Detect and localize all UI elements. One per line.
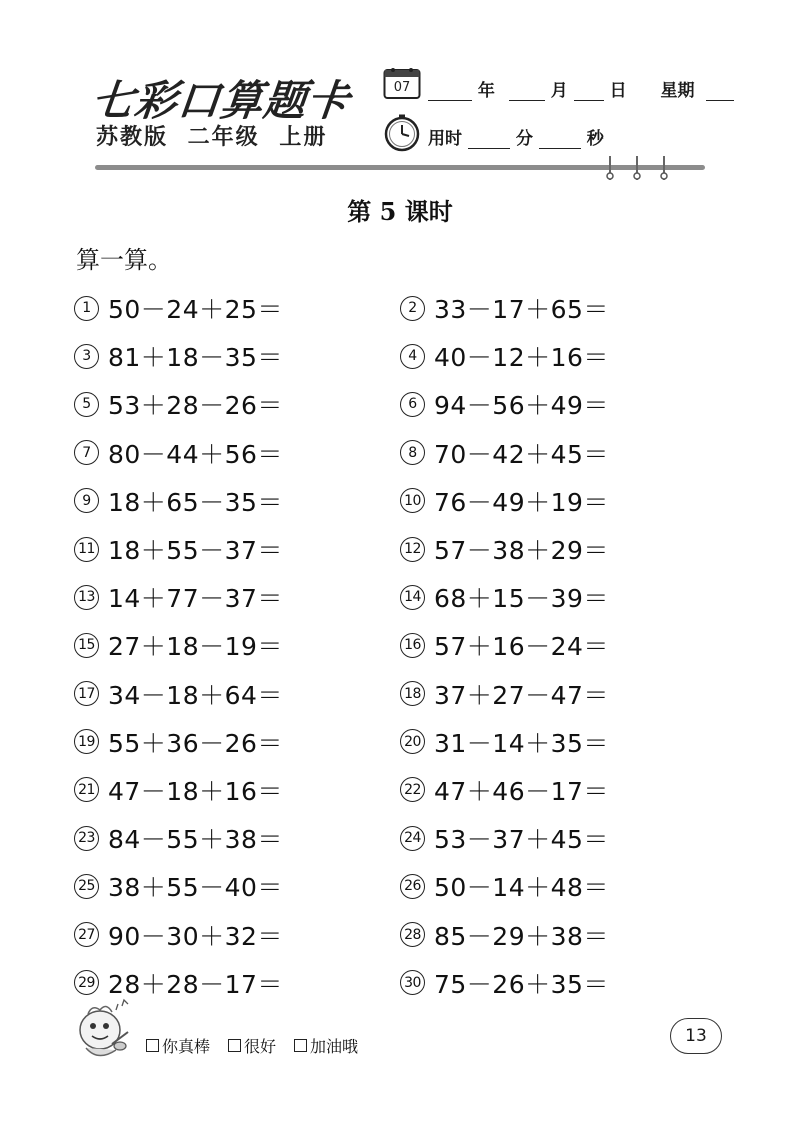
problem-number: 6 [400, 392, 425, 417]
problem-number: 16 [400, 633, 425, 658]
problem-row [74, 525, 714, 573]
problem-expression: 76－49＋19＝ [434, 487, 609, 517]
problem-row [74, 910, 714, 958]
problem-number: 29 [74, 970, 99, 995]
problem-number: 21 [74, 777, 99, 802]
problem-row [74, 380, 714, 428]
problem-item [74, 435, 400, 471]
problem-expression: 55＋36－26＝ [108, 728, 283, 758]
binder-ring-icon [660, 156, 668, 180]
problem-expression: 57＋16－24＝ [434, 632, 609, 662]
problem-item [400, 676, 609, 712]
problem-expression: 50－14＋48＝ [434, 873, 609, 903]
problem-grid [74, 284, 714, 1007]
problem-number: 8 [400, 440, 425, 465]
problem-expression: 53－37＋45＝ [434, 825, 609, 855]
problem-item [400, 820, 609, 856]
page-number: 13 [670, 1018, 722, 1054]
weekday-label: 星期 [660, 81, 695, 101]
problem-expression: 50－24＋25＝ [108, 295, 283, 325]
second-blank[interactable] [539, 130, 581, 149]
minute-label: 分 [515, 129, 533, 149]
problem-number: 5 [74, 392, 99, 417]
problem-number: 12 [400, 537, 425, 562]
feedback-option[interactable] [294, 1034, 358, 1057]
second-label: 秒 [586, 129, 604, 149]
problem-expression: 81＋18－35＝ [108, 343, 283, 373]
checkbox[interactable] [146, 1039, 159, 1052]
problem-item [400, 338, 609, 374]
binder-ring-icon [633, 156, 641, 180]
problem-item [400, 435, 609, 471]
problem-row [74, 718, 714, 766]
problem-item [74, 338, 400, 374]
problem-number: 27 [74, 922, 99, 947]
problem-number: 28 [400, 922, 425, 947]
problem-expression: 37＋27－47＝ [434, 680, 609, 710]
brand-title-text: 七彩口算题卡 [89, 76, 353, 125]
minute-blank[interactable] [468, 130, 510, 149]
problem-row [74, 766, 714, 814]
problem-item [400, 868, 609, 904]
edition-label: 苏教版 二年级 上册 [96, 125, 328, 150]
problem-row [74, 284, 714, 332]
problem-number: 30 [400, 970, 425, 995]
problem-expression: 28＋28－17＝ [108, 969, 283, 999]
problem-expression: 34－18＋64＝ [108, 680, 283, 710]
problem-item [400, 483, 609, 519]
problem-number: 14 [400, 585, 425, 610]
problem-expression: 27＋18－19＝ [108, 632, 283, 662]
problem-item [74, 917, 400, 953]
problem-number: 13 [74, 585, 99, 610]
problem-number: 17 [74, 681, 99, 706]
problem-expression: 80－44＋56＝ [108, 439, 283, 469]
problem-number: 24 [400, 826, 425, 851]
feedback-label: 加油哦 [310, 1037, 359, 1056]
problem-number: 22 [400, 777, 425, 802]
problem-row [74, 814, 714, 862]
problem-number: 10 [400, 488, 425, 513]
instruction-text: 算一算。 [76, 246, 172, 274]
problem-expression: 70－42＋45＝ [434, 439, 609, 469]
problem-item [74, 868, 400, 904]
mascot-illustration [72, 996, 136, 1068]
problem-row [74, 477, 714, 525]
problem-number: 3 [74, 344, 99, 369]
problem-row [74, 862, 714, 910]
problem-number: 20 [400, 729, 425, 754]
problem-item [400, 386, 609, 422]
problem-number: 4 [400, 344, 425, 369]
problem-item [400, 579, 609, 615]
calendar-icon [383, 66, 421, 100]
month-label: 月 [550, 81, 568, 101]
year-blank[interactable] [428, 82, 472, 101]
problem-number: 19 [74, 729, 99, 754]
problem-number: 9 [74, 488, 99, 513]
problem-item [400, 724, 609, 760]
problem-item [400, 917, 609, 953]
binder-ring-icon [606, 156, 614, 180]
clock-icon [382, 114, 422, 152]
problem-number: 23 [74, 826, 99, 851]
problem-item [74, 386, 400, 422]
feedback-label: 你真棒 [162, 1037, 211, 1056]
problem-item [74, 579, 400, 615]
problem-expression: 57－38＋29＝ [434, 536, 609, 566]
problem-row [74, 621, 714, 669]
problem-item [74, 772, 400, 808]
brand-title [89, 68, 353, 128]
problem-expression: 47－18＋16＝ [108, 776, 283, 806]
problem-expression: 47＋46－17＝ [434, 776, 609, 806]
problem-row [74, 670, 714, 718]
problem-expression: 33－17＋65＝ [434, 295, 609, 325]
problem-expression: 18＋55－37＝ [108, 536, 283, 566]
problem-item [74, 820, 400, 856]
problem-item [74, 724, 400, 760]
problem-number: 18 [400, 681, 425, 706]
problem-number: 7 [74, 440, 99, 465]
date-fill-row [428, 76, 734, 101]
problem-item [74, 676, 400, 712]
problem-expression: 90－30＋32＝ [108, 921, 283, 951]
problem-item [74, 531, 400, 567]
problem-number: 11 [74, 537, 99, 562]
problem-expression: 14＋77－37＝ [108, 584, 283, 614]
problem-item [74, 483, 400, 519]
problem-expression: 85－29＋38＝ [434, 921, 609, 951]
problem-expression: 53＋28－26＝ [108, 391, 283, 421]
feedback-label: 很好 [244, 1037, 277, 1056]
problem-row [74, 573, 714, 621]
problem-number: 15 [74, 633, 99, 658]
day-blank[interactable] [574, 82, 604, 101]
problem-item [400, 290, 609, 326]
problem-expression: 68＋15－39＝ [434, 584, 609, 614]
problem-item [74, 627, 400, 663]
problem-expression: 84－55＋38＝ [108, 825, 283, 855]
calendar-day: 07 [393, 80, 411, 95]
problem-number: 1 [74, 296, 99, 321]
problem-row [74, 959, 714, 1007]
checkbox[interactable] [294, 1039, 307, 1052]
problem-expression: 40－12＋16＝ [434, 343, 609, 373]
problem-row [74, 332, 714, 380]
problem-expression: 75－26＋35＝ [434, 969, 609, 999]
time-used-label: 用时 [428, 129, 462, 149]
problem-row [74, 429, 714, 477]
problem-item [400, 772, 609, 808]
feedback-option[interactable] [146, 1034, 210, 1057]
problem-expression: 94－56＋49＝ [434, 391, 609, 421]
weekday-blank[interactable] [706, 82, 734, 101]
problem-number: 26 [400, 874, 425, 899]
day-label: 日 [609, 81, 627, 101]
problem-number: 25 [74, 874, 99, 899]
checkbox[interactable] [228, 1039, 241, 1052]
problem-item [400, 627, 609, 663]
problem-expression: 38＋55－40＝ [108, 873, 283, 903]
problem-item [400, 965, 609, 1001]
problem-expression: 31－14＋35＝ [434, 728, 609, 758]
lesson-title: 第 5 课时 [347, 197, 453, 226]
feedback-option[interactable] [228, 1034, 276, 1057]
problem-item [74, 290, 400, 326]
month-blank[interactable] [509, 82, 545, 101]
time-fill-row [428, 124, 604, 149]
year-label: 年 [477, 81, 495, 101]
feedback-options [146, 1034, 358, 1057]
problem-number: 2 [400, 296, 425, 321]
problem-item [400, 531, 609, 567]
problem-expression: 18＋65－35＝ [108, 487, 283, 517]
